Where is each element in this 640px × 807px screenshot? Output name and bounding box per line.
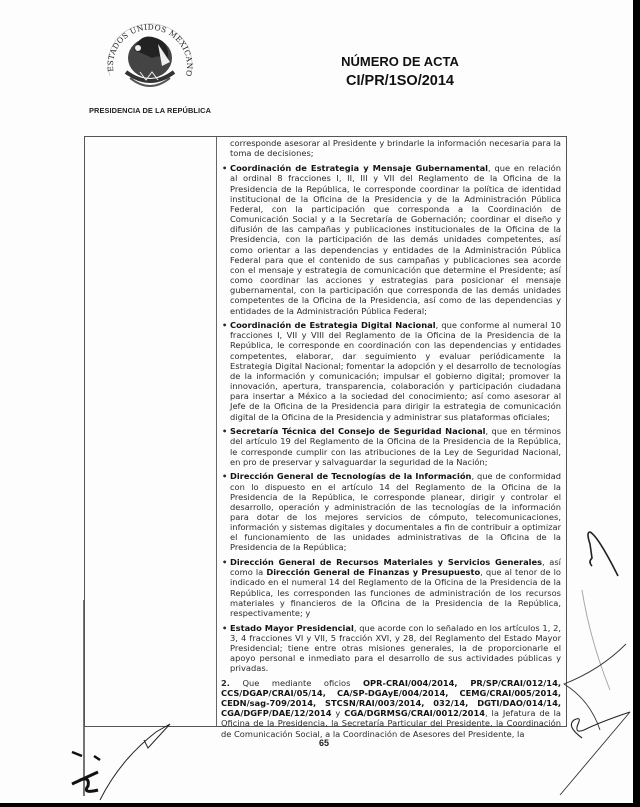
paragraph-number: 2. bbox=[221, 677, 230, 688]
oficio-reference-last: CGA/DGRMSG/CRAI/0012/2014 bbox=[344, 708, 485, 719]
bullet-icon: • bbox=[222, 320, 228, 331]
unit-name: Coordinación de Estrategia Digital Nacional bbox=[230, 320, 436, 331]
paragraph-intro: Que mediante oficios bbox=[229, 677, 363, 688]
paragraph-connector: y bbox=[331, 708, 345, 719]
unit-description: , que conforme al numeral 10 fracciones I, VII y VIII del Reglamento de la Oficina de la Presidencia de la República, le corresponde en coordinación con las dependencias y entidades competentes, elaborar, dar seguimiento y evaluar periódicamente la Estrategia Digital Nacional; fomentar la adopción y el desarrollo de tecnologías de la información y comunicación; impulsar el gobierno digital; promover la innovación, apertura, transparencia, colaboración y participación ciudadana para insertar a México a la sociedad del conocimiento; así como asesorar al Jefe de la Oficina de la Presidencia para dirigir la estrategia de comunicación digital de la Oficina de la Presidencia y administrar sus plataformas oficiales; bbox=[230, 320, 562, 422]
unit-name-secondary: Dirección General de Finanzas y Presupuesto bbox=[266, 567, 481, 578]
unit-name: Dirección General de Recursos Materiales y Servicios Generales bbox=[230, 557, 543, 568]
acta-number: CI/PR/1SO/2014 bbox=[346, 73, 454, 89]
unit-description: , que al tenor de lo indicado en el numeral 14 del Reglamento de la Oficina de la Presidencia de la República, les corresponden las funciones de administración de los recursos materiales y financieros de la Oficina de la Presidencia de la República, respectivamente; y bbox=[230, 567, 562, 618]
paragraph-2 bbox=[221, 678, 561, 739]
unit-name: Dirección General de Tecnologías de la Información bbox=[230, 471, 472, 482]
handwritten-signature-right bbox=[560, 580, 632, 800]
bullet-icon: • bbox=[222, 557, 228, 568]
unit-description: , que acorde con lo señalado en los artículos 1, 2, 3, 4 fracciones VI y VII, 5 fracción XVI, y 28, del Reglamento del Estado Mayor Presidencial; tiene entre otras misiones generales, la de proporcionarle el apoyo personal e inmediato para el desarrollo de sus actividades públicas y privadas. bbox=[230, 622, 561, 674]
continuation-text: corresponde asesorar al Presidente y brindarle la información necesaria para la toma de decisiones; bbox=[230, 138, 561, 159]
right-column bbox=[221, 137, 561, 739]
paragraph-text: , la Jefatura de la Oficina de la Presidencia, la Secretaría Particular del Presidente, la Coordinación de Comunicación Social, a la Coordinación de Asesores del Presidente, la bbox=[221, 708, 561, 739]
unit-connector: , así como la bbox=[230, 557, 561, 578]
office-name: PRESIDENCIA DE LA REPÚBLICA bbox=[89, 106, 212, 115]
unit-description: , que en términos del artículo 19 del Reglamento de la Oficina de la Presidencia de la República, le corresponde cumplir con las atribuciones de la Ley de Seguridad Nacional, en pro de preservar y salvaguardar la seguridad de la Nación; bbox=[230, 426, 561, 467]
bullet-icon: • bbox=[222, 163, 228, 174]
oficio-references: OPR-CRAI/004/2014, PR/SP/CRAI/012/14, CCS/DGAP/CRAI/05/14, CA/SP-DGAyE/004/2014, CEMG/CRAI/005/2014, CEDN/sag-709/2014, STCSN/RAI/003/2014, 032/14, DGTI/DAO/014/14, CGA/DGFP/DAE/12/2014 bbox=[221, 677, 561, 719]
unit-description: , que en relación al ordinal 8 fracciones I, II, III y VII del Reglamento de la Oficina de la Presidencia de la República, le corresponde coordinar la política de identidad institucional de la Oficina de la Presidencia y de la Administración Pública Federal, con la participación que corresponda a la Coordinación de Comunicación Social y a la Secretaría de Gobernación; coordinar el diseño y difusión de las campañas y publicaciones institucionales de la Oficina de la Presidencia, con la participación de las demás unidades competentes, así como orientar a las dependencias y entidades de la Administración Pública Federal para que el contenido de sus campañas y publicaciones sea acorde con el mensaje y estrategia de comunicación que determine el Presidente; así como coordinar las acciones y estrategias para posicionar el mensaje gubernamental, con la participación que corresponda de las demás unidades competentes de la Oficina de la Presidencia, así como de las dependencias y entidades de la Administración Pública Federal; bbox=[230, 163, 561, 316]
acta-header bbox=[330, 53, 470, 91]
list-item bbox=[221, 471, 561, 552]
list-item bbox=[221, 557, 561, 618]
bullet-icon: • bbox=[222, 471, 228, 482]
bullet-icon: • bbox=[222, 622, 228, 633]
list-item bbox=[221, 426, 561, 467]
unit-name: Secretaría Técnica del Consejo de Seguridad Nacional bbox=[230, 426, 486, 437]
acta-label: NÚMERO DE ACTA bbox=[341, 54, 459, 69]
unit-name: Coordinación de Estrategia y Mensaje Gubernamental bbox=[230, 163, 489, 174]
unit-description: , que de conformidad con lo dispuesto en el artículo 14 del Reglamento de la Oficina de la Presidencia de la República, le corresponde planear, dirigir y controlar el desarrollo, operación y administración de las tecnologías de la información para dotar de los mejores servicios de cómputo, telecomunicaciones, información y sistemas digitales y documentales a fin de contribuir a optimizar el funcionamiento de las unidades administrativas de la Oficina de la Presidencia de la República; bbox=[230, 471, 561, 553]
svg-text:ESTADOS UNIDOS MEXICANOS: ESTADOS UNIDOS MEXICANO bbox=[105, 22, 195, 78]
handwritten-signature-left bbox=[60, 600, 180, 800]
list-item bbox=[221, 623, 561, 674]
coat-of-arms-seal bbox=[100, 14, 200, 98]
list-item bbox=[221, 163, 561, 315]
page-number: 65 bbox=[318, 738, 329, 748]
unit-name: Estado Mayor Presidencial bbox=[230, 622, 354, 633]
bullet-icon: • bbox=[222, 426, 228, 437]
eagle-seal-icon bbox=[100, 14, 200, 98]
list-item bbox=[221, 320, 561, 422]
